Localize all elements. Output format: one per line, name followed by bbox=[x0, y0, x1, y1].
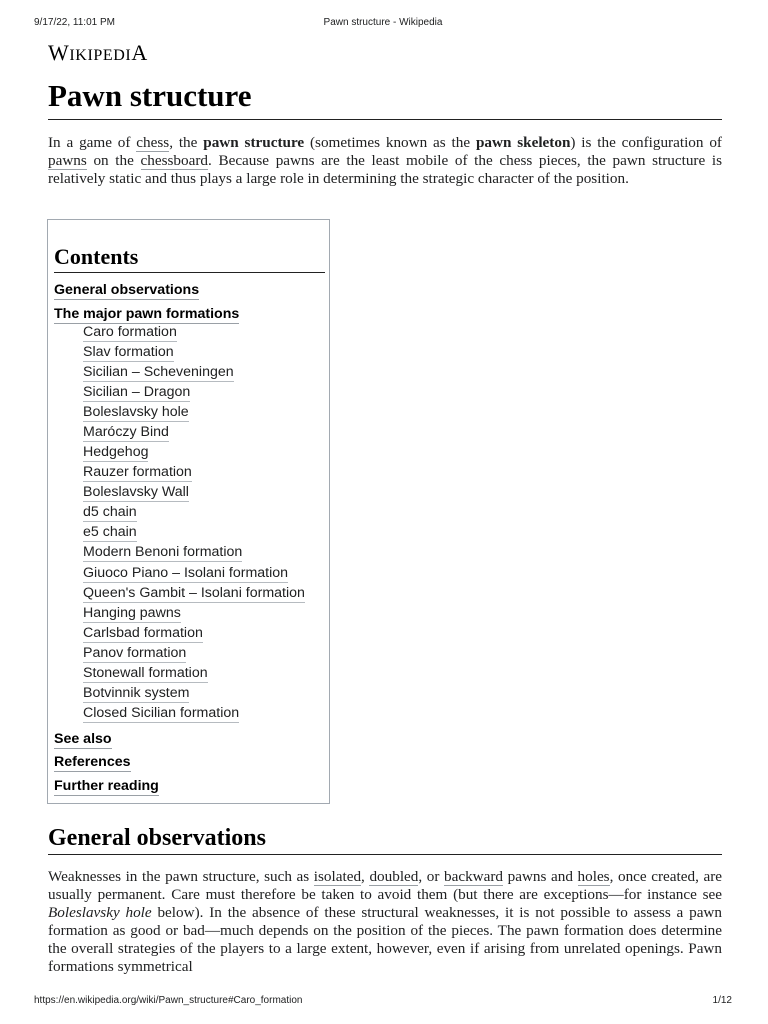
wordmark-ikipedi: IKIPEDI bbox=[69, 47, 132, 64]
toc-subitem[interactable]: Queen's Gambit – Isolani formation bbox=[83, 585, 305, 601]
toc-subitem[interactable]: Modern Benoni formation bbox=[83, 544, 243, 560]
wordmark-w: W bbox=[48, 40, 70, 65]
italic-boleslavsky-hole: Boleslavsky hole bbox=[48, 904, 152, 921]
print-footer bbox=[34, 995, 732, 1009]
link-isolated[interactable]: isolated bbox=[313, 868, 362, 885]
link-pawns[interactable]: pawns bbox=[48, 152, 87, 169]
print-page-counter: 1/12 bbox=[712, 995, 732, 1006]
bold-pawn-skeleton: pawn skeleton bbox=[475, 134, 571, 151]
page-title: Pawn structure bbox=[48, 76, 722, 120]
intro-paragraph bbox=[48, 134, 722, 188]
bold-pawn-structure: pawn structure bbox=[203, 134, 305, 151]
toc-title: Contents bbox=[54, 243, 325, 273]
toc-subitem[interactable]: Rauzer formation bbox=[83, 464, 192, 480]
toc-subitem[interactable]: Slav formation bbox=[83, 344, 174, 360]
toc-subitem[interactable]: Sicilian – Scheveningen bbox=[83, 364, 234, 380]
print-header bbox=[34, 17, 732, 31]
general-observations-paragraph bbox=[48, 868, 722, 976]
toc-subitem[interactable]: Panov formation bbox=[83, 645, 187, 661]
link-holes[interactable]: holes bbox=[577, 868, 610, 885]
toc-subitem[interactable]: Botvinnik system bbox=[83, 685, 190, 701]
toc-item-major-pawn-formations[interactable]: The major pawn formations bbox=[54, 306, 240, 322]
body-text: below). In the absence of these structural weaknesses, it is not possible to assess a pawn formation as good or bad—much depends on the position of the pieces. The pawn formation does determine the overall strategies of the players to a large extent, however, even if arising from unrelated openings. Pawn formations symmetrical bbox=[48, 904, 722, 975]
wordmark-a: A bbox=[131, 40, 148, 65]
toc-subitem[interactable]: Giuoco Piano – Isolani formation bbox=[83, 565, 289, 581]
body-text: pawns and bbox=[503, 868, 578, 885]
toc-item-general-observations[interactable]: General observations bbox=[54, 282, 200, 298]
intro-text: ) is the configuration of bbox=[570, 134, 722, 151]
toc-subitem[interactable]: Hanging pawns bbox=[83, 605, 181, 621]
intro-text: on the bbox=[86, 152, 141, 169]
intro-text: , the bbox=[169, 134, 204, 151]
toc-subitem[interactable]: Hedgehog bbox=[83, 444, 149, 460]
body-text: Weaknesses in the pawn structure, such as bbox=[48, 868, 314, 885]
toc-subitem[interactable]: Maróczy Bind bbox=[83, 424, 169, 440]
intro-text: . Because pawns are the least mobile of the chess pieces, the pawn structure is relatively static and thus plays a large role in determining the strategic character of the position. bbox=[48, 152, 722, 187]
toc-subitem[interactable]: e5 chain bbox=[83, 524, 137, 540]
toc-subitem[interactable]: d5 chain bbox=[83, 504, 137, 520]
link-backward[interactable]: backward bbox=[444, 868, 504, 885]
link-chessboard[interactable]: chessboard bbox=[140, 152, 208, 169]
toc-subitem[interactable]: Caro formation bbox=[83, 324, 177, 340]
intro-text: In a game of bbox=[48, 134, 137, 151]
wikipedia-wordmark-logo[interactable] bbox=[48, 40, 148, 66]
toc-subitem[interactable]: Carlsbad formation bbox=[83, 625, 203, 641]
print-datetime: 9/17/22, 11:01 PM bbox=[34, 17, 115, 28]
toc-subitem[interactable]: Sicilian – Dragon bbox=[83, 384, 191, 400]
toc-subitem[interactable]: Boleslavsky hole bbox=[83, 404, 189, 420]
toc-subitem[interactable]: Stonewall formation bbox=[83, 665, 208, 681]
section-heading-general-observations: General observations bbox=[48, 823, 722, 855]
toc-item-references[interactable]: References bbox=[54, 754, 131, 770]
toc-subitem[interactable]: Boleslavsky Wall bbox=[83, 484, 189, 500]
toc-item-see-also[interactable]: See also bbox=[54, 731, 112, 747]
body-text: , once created, are usually permanent. Care must therefore be taken to avoid them (but there are exceptions—for instance see bbox=[48, 868, 722, 903]
print-url: https://en.wikipedia.org/wiki/Pawn_structure#Caro_formation bbox=[34, 995, 303, 1006]
toc-subitem[interactable]: Closed Sicilian formation bbox=[83, 705, 240, 721]
body-text: , bbox=[361, 868, 370, 885]
toc-item-further-reading[interactable]: Further reading bbox=[54, 778, 159, 794]
link-doubled[interactable]: doubled bbox=[369, 868, 419, 885]
link-chess[interactable]: chess bbox=[136, 134, 170, 151]
print-doc-title: Pawn structure - Wikipedia bbox=[323, 17, 443, 28]
intro-text: (sometimes known as the bbox=[304, 134, 476, 151]
body-text: , or bbox=[418, 868, 444, 885]
table-of-contents bbox=[47, 219, 330, 804]
